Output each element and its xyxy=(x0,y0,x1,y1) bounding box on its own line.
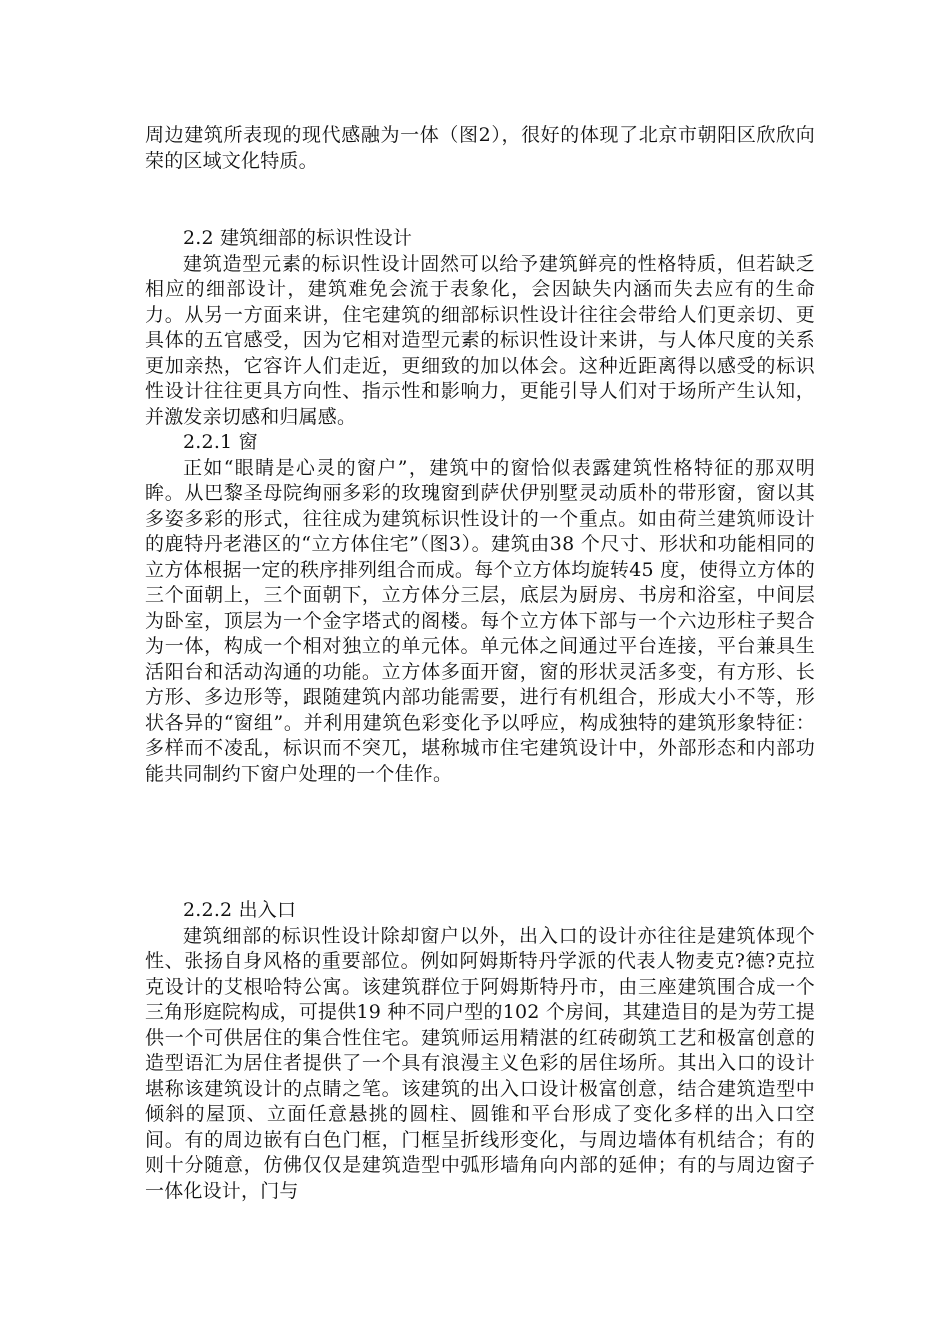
section-heading-2-2: 2.2 建筑细部的标识性设计 xyxy=(183,227,413,249)
section-heading-2-2-2: 2.2.2 出入口 xyxy=(183,899,297,921)
section-heading-2-2-1: 2.2.1 窗 xyxy=(183,431,258,453)
section-paragraph-2-2-2: 建筑细部的标识性设计除却窗户以外，出入口的设计亦往往是建筑体现个性、张扬自身风格的重要部位。例如阿姆斯特丹学派的代表人物麦克?德?克拉克设计的艾根哈特公寓。该建筑群位于阿姆斯特丹市，由三座建筑围合成一个三角形庭院构成，可提供19 种不同户型的102 个房间，其建造目的是为劳工提供一个可供居住的集合性住宅。建筑师运用精湛的红砖砌筑工艺和极富创意的造型语汇为居住者提供了一个具有浪漫主义色彩的居住场所。其出入口的设计堪称该建筑设计的点睛之笔。该建筑的出入口设计极富创意，结合建筑造型中倾斜的屋顶、立面任意悬挑的圆柱、圆锥和平台形成了变化多样的出入口空间。有的周边嵌有白色门框，门框呈折线形变化，与周边墙体有机结合；有的则十分随意，仿佛仅仅是建筑造型中弧形墙角向内部的延伸；有的与周边窗子一体化设计，门与 xyxy=(145,924,815,1202)
section-paragraph-2-2-1: 正如“眼睛是心灵的窗户”，建筑中的窗恰似表露建筑性格特征的那双明眸。从巴黎圣母院绚丽多彩的玫瑰窗到萨伏伊别墅灵动质朴的带形窗，窗以其多姿多彩的形式，往往成为建筑标识性设计的一个重点。如由荷兰建筑师设计的鹿特丹老港区的“立方体住宅”（图3）。建筑由38 个尺寸、形状和功能相同的立方体根据一定的秩序排列组合而成。每个立方体均旋转45 度，使得立方体的三个面朝上，三个面朝下，立方体分三层，底层为厨房、书房和浴室，中间层为卧室，顶层为一个金字塔式的阁楼。每个立方体下部与一个六边形柱子契合为一体，构成一个相对独立的单元体。单元体之间通过平台连接，平台兼具生活阳台和活动沟通的功能。立方体多面开窗，窗的形状灵活多变，有方形、长方形、多边形等，跟随建筑内部功能需要，进行有机组合，形成大小不等，形状各异的“窗组”。并利用建筑色彩变化予以呼应，构成独特的建筑形象特征：多样而不凌乱，标识而不突兀，堪称城市住宅建筑设计中，外部形态和内部功能共同制约下窗户处理的一个佳作。 xyxy=(145,456,815,785)
section-2-2-2-block xyxy=(145,898,815,1204)
intro-paragraph: 周边建筑所表现的现代感融为一体（图2），很好的体现了北京市朝阳区欣欣向荣的区域文化特质。 xyxy=(145,124,815,172)
intro-block xyxy=(145,123,815,174)
section-2-2-block xyxy=(145,226,815,787)
section-paragraph-2-2: 建筑造型元素的标识性设计固然可以给予建筑鲜亮的性格特质，但若缺乏相应的细部设计，建筑难免会流于表象化，会因缺失内涵而失去应有的生命力。从另一方面来讲，住宅建筑的细部标识性设计往往会带给人们更亲切、更具体的五官感受，因为它相对造型元素的标识性设计来讲，与人体尺度的关系更加亲热，它容许人们走近，更细致的加以体会。这种近距离得以感受的标识性设计往往更具方向性、指示性和影响力，更能引导人们对于场所产生认知，并激发亲切感和归属感。 xyxy=(145,252,815,428)
